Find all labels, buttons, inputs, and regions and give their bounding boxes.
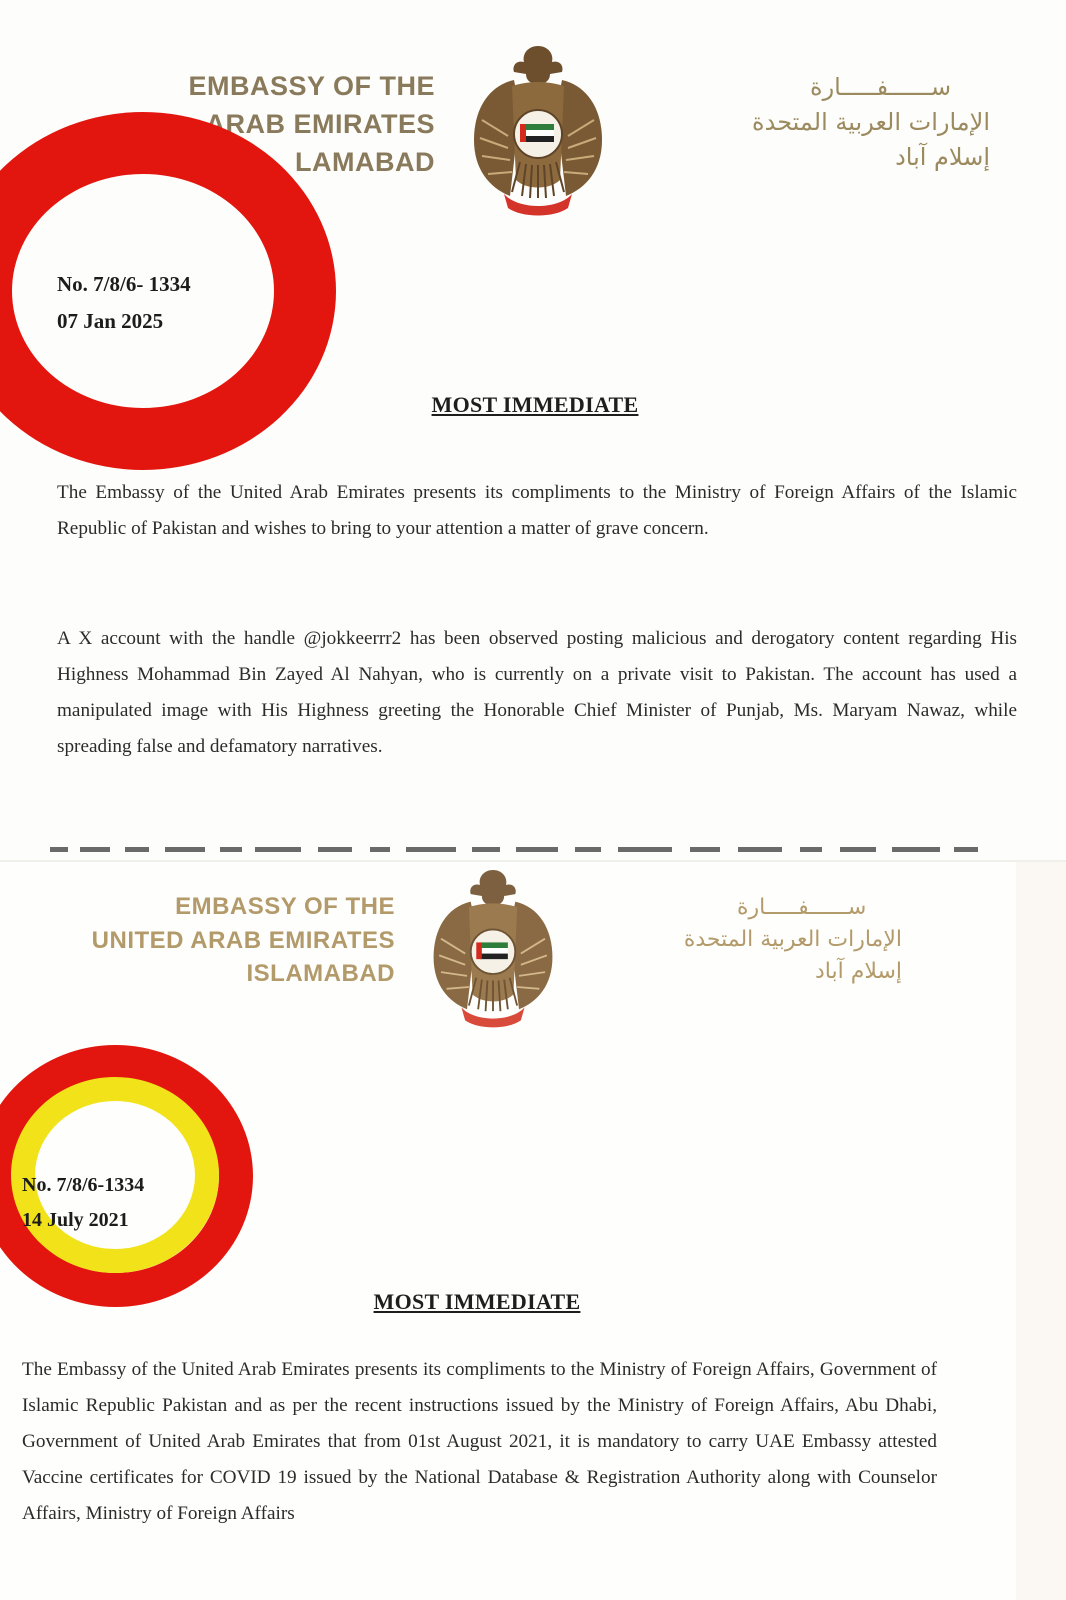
bottom-arabic-line-2: الإمارات العربية المتحدة [683,926,902,952]
top-letter-date: 07 Jan 2025 [57,308,164,333]
bottom-letterhead-english [50,890,395,991]
bottom-paragraph-1: The Embassy of the United Arab Emirates presents its compliments to the Ministry of Foreign Affairs, Government of Islamic Republic Pakistan and as per the recent instructions issued by the Ministry of Foreign Affairs, Abu Dhabi, Government of United Arab Emirates that from 01st August 2021, it is mandatory to carry UAE Embassy attested Vaccine certificates for COVID 19 issued by the National Database & Registration Authority along with Counselor Affairs, Ministry of Foreign Affairs [22,1359,937,1524]
top-letterhead-line-3: LAMABAD [295,146,435,177]
top-arabic-line-3: إسلام آباد [895,142,990,171]
bottom-letter-date: 14 July 2021 [22,1209,129,1231]
uae-eagle-emblem-icon [428,864,558,1032]
bottom-letter-document [0,862,1066,1600]
top-arabic-line-2: الإمارات العربية المتحدة [752,107,990,136]
top-arabic-line-1: ســــــفـــــارة [810,73,952,101]
top-letterhead-line-1: EMBASSY OF THE [188,71,435,101]
top-paragraph-1: The Embassy of the United Arab Emirates presents its compliments to the Ministry of Foreign Affairs of the Islamic Republic of Pakistan and wishes to bring to your attention a matter of grave concern. [57,482,1017,539]
top-letterhead-arabic [635,70,990,174]
uae-eagle-emblem-icon [468,40,608,220]
bottom-heading-most-immediate: MOST IMMEDIATE [373,1289,581,1314]
bottom-reference-number: No. 7/8/6-1334 [22,1174,145,1196]
bottom-letterhead-line-2: UNITED ARAB EMIRATES [91,926,395,954]
bottom-letterhead-arabic [582,892,902,988]
top-heading-most-immediate: MOST IMMEDIATE [431,392,639,417]
top-letterhead-line-2: ARAB EMIRATES [205,108,435,139]
top-paragraph-2: A X account with the handle @jokkeerrr2 has been observed posting malicious and derogatory content regarding His Highness Mohammad Bin Zayed Al Nahyan, who is currently on a private visit to Pakistan. The account has used a manipulated image with His Highness greeting the Honorable Chief Minister of Punjab, Ms. Maryam Nawaz, while spreading false and defamatory narratives. [57,628,1017,757]
bottom-reference-block [22,1168,144,1238]
top-reference-number: No. 7/8/6- 1334 [57,272,191,296]
bottom-letterhead-line-1: EMBASSY OF THE [175,893,395,920]
top-reference-block [57,266,191,340]
bottom-arabic-line-1: ســــــفـــــارة [737,895,867,920]
cut-off-text-line [40,846,990,852]
bottom-arabic-line-3: إسلام آباد [814,958,902,984]
bottom-letterhead-line-3: ISLAMABAD [246,960,395,988]
